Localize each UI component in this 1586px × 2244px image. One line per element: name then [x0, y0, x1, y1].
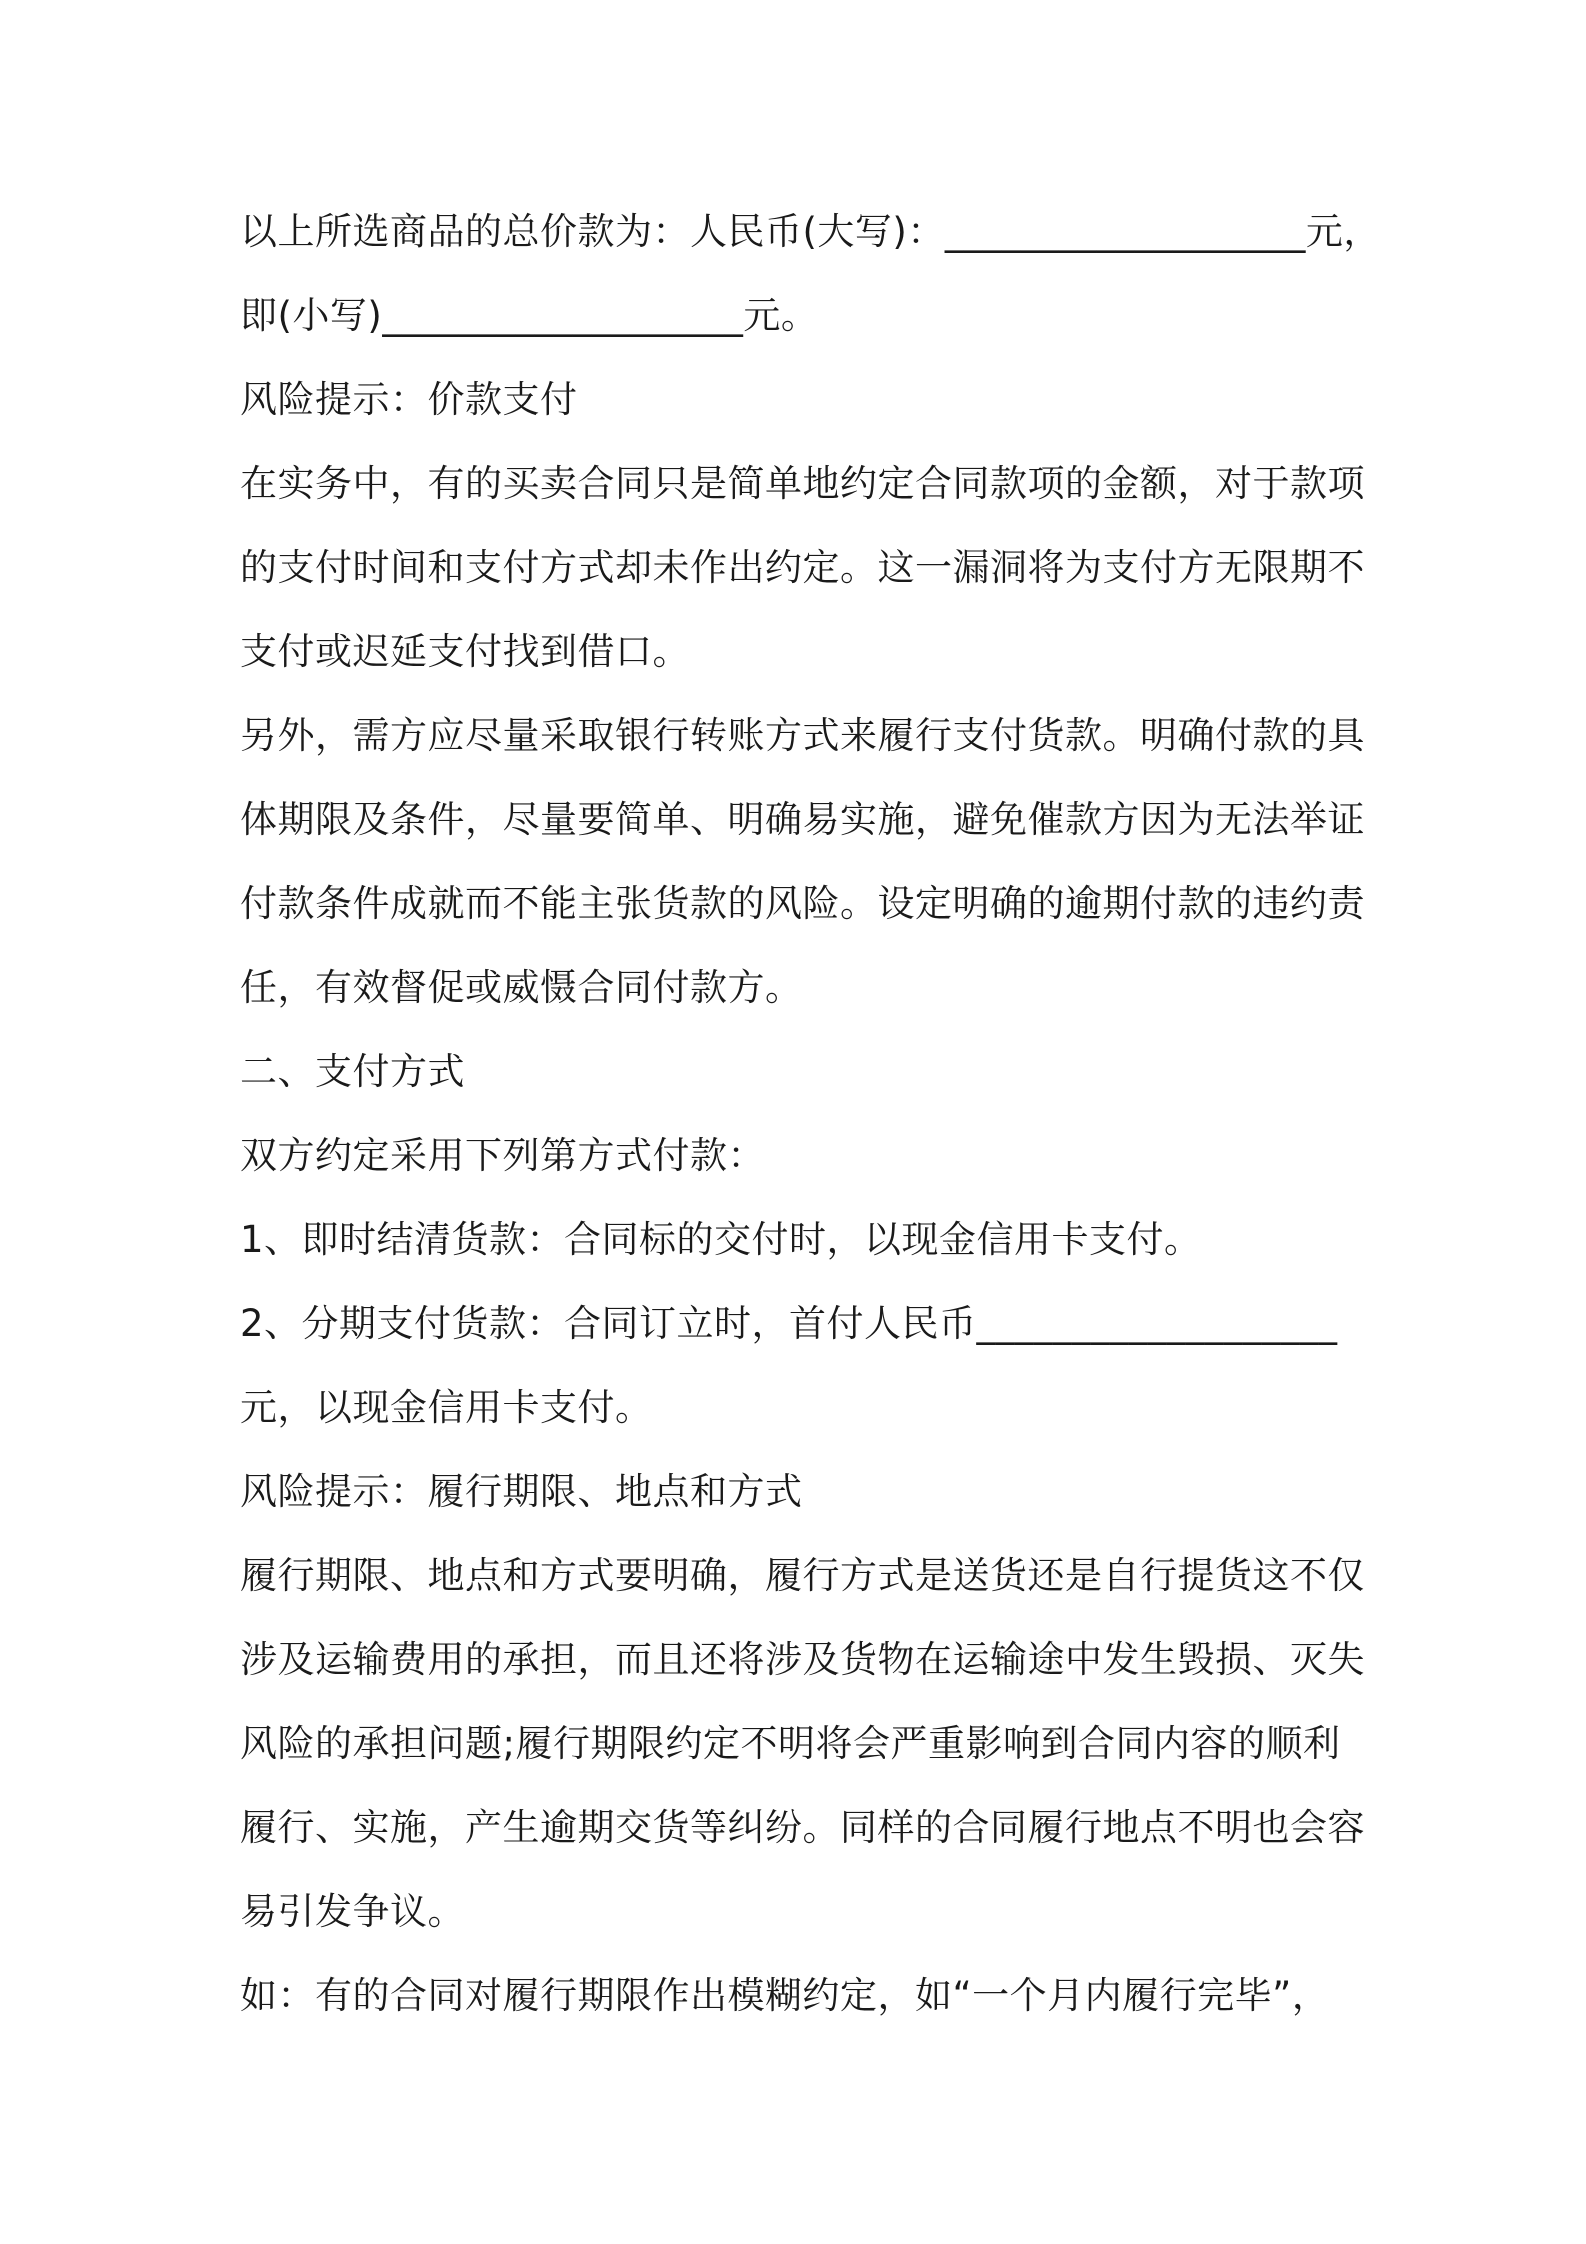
- paragraph-line: 元，以现金信用卡支付。: [240, 1386, 653, 1429]
- list-item: 1、即时结清货款：合同标的交付时，以现金信用卡支付。: [240, 1218, 1202, 1261]
- list-item: 2、分期支付货款：合同订立时，首付人民币___________________: [240, 1302, 1338, 1345]
- paragraph-line: 风险的承担问题;履行期限约定不明将会严重影响到合同内容的顺利: [240, 1722, 1341, 1765]
- total-price-line: 以上所选商品的总价款为：人民币(大写)：___________________元，: [240, 210, 1381, 253]
- paragraph-line: 履行期限、地点和方式要明确，履行方式是送货还是自行提货这不仅: [240, 1554, 1365, 1597]
- paragraph-line: 涉及运输费用的承担，而且还将涉及货物在运输途中发生毁损、灭失: [240, 1638, 1365, 1681]
- risk-notice-performance-heading: 风险提示：履行期限、地点和方式: [240, 1470, 803, 1513]
- paragraph-line: 履行、实施，产生逾期交货等纠纷。同样的合同履行地点不明也会容: [240, 1806, 1365, 1849]
- paragraph-line: 易引发争议。: [240, 1890, 465, 1933]
- paragraph-line: 在实务中，有的买卖合同只是简单地约定合同款项的金额，对于款项: [240, 462, 1365, 505]
- paragraph-line: 另外，需方应尽量采取银行转账方式来履行支付货款。明确付款的具: [240, 714, 1365, 757]
- document-body: [240, 190, 1381, 2038]
- paragraph-line: 付款条件成就而不能主张货款的风险。设定明确的逾期付款的违约责: [240, 882, 1365, 925]
- risk-notice-payment-heading: 风险提示：价款支付: [240, 378, 578, 421]
- paragraph-line: 支付或迟延支付找到借口。: [240, 630, 690, 673]
- paragraph-line: 如：有的合同对履行期限作出模糊约定，如“一个月内履行完毕”，: [240, 1974, 1330, 2017]
- section-heading-payment-method: 二、支付方式: [240, 1050, 465, 1093]
- paragraph-line: 任，有效督促或威慑合同付款方。: [240, 966, 803, 1009]
- paragraph-line: 体期限及条件，尽量要简单、明确易实施，避免催款方因为无法举证: [240, 798, 1365, 841]
- paragraph-line: 的支付时间和支付方式却未作出约定。这一漏洞将为支付方无限期不: [240, 546, 1365, 589]
- paragraph-line: 双方约定采用下列第方式付款：: [240, 1134, 765, 1177]
- total-price-lowercase-line: 即(小写)___________________元。: [240, 294, 819, 337]
